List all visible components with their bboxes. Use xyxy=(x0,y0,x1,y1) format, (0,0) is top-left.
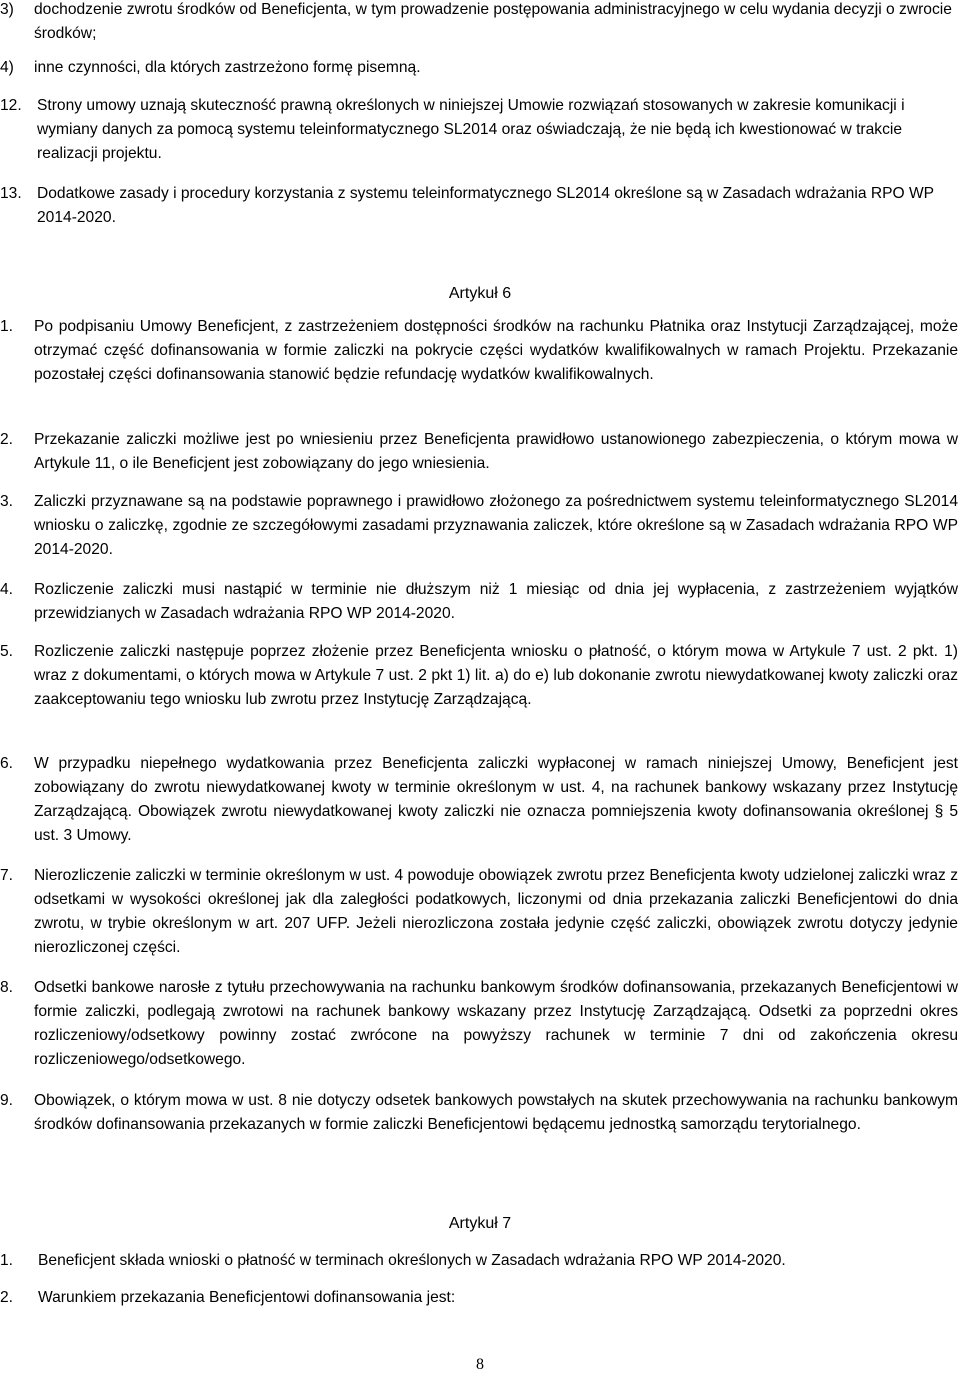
list-item xyxy=(0,976,958,1072)
list-item-number: 1. xyxy=(0,318,14,335)
list-item-number: 12. xyxy=(0,97,22,114)
list-item xyxy=(0,864,958,960)
list-item xyxy=(0,490,958,562)
list-item-number: 8. xyxy=(0,979,14,996)
list-item xyxy=(0,182,946,230)
list-item xyxy=(0,640,958,712)
list-item-text: Warunkiem przekazania Beneficjentowi dofinansowania jest: xyxy=(38,1289,456,1306)
list-item-text: Rozliczenie zaliczki następuje poprzez złożenie przez Beneficjenta wniosku o płatność, o którym mowa w Artykule 7 ust. 2 pkt. 1) wraz z dokumentami, o których mowa w Artykule 7 ust. 2 pkt 1) lit. a) do e) lub dokonanie zwrotu niewydatkowanej kwoty zaliczki oraz zaakceptowaniu tego wniosku lub zwrotu przez Instytucję Zarządzającą. xyxy=(34,643,958,708)
list-item-text: Przekazanie zaliczki możliwe jest po wniesieniu przez Beneficjenta prawidłowo ustanowionego zabezpieczenia, o którym mowa w Artykule 11, o ile Beneficjent jest zobowiązany do jego wniesienia. xyxy=(34,431,958,472)
list-item xyxy=(0,315,958,387)
list-item-text: Obowiązek, o którym mowa w ust. 8 nie dotyczy odsetek bankowych powstałych na skutek przechowywania na rachunku bankowym środków dofinansowania przekazanych w formie zaliczki Beneficjentowi będącemu jednostką samorządu terytorialnego. xyxy=(34,1092,958,1133)
page-number: 8 xyxy=(476,1356,484,1373)
article-7-heading: Artykuł 7 xyxy=(448,1215,512,1232)
list-item-text: Zaliczki przyznawane są na podstawie poprawnego i prawidłowo złożonego za pośrednictwem systemu teleinformatycznego SL2014 wniosku o zaliczkę, zgodnie ze szczegółowymi zasadami przyznawania zaliczek, które określone są w Zasadach wdrażania RPO WP 2014-2020. xyxy=(34,493,958,558)
list-item xyxy=(0,1089,958,1137)
list-item-text: Nierozliczenie zaliczki w terminie określonym w ust. 4 powoduje obowiązek zwrotu przez Beneficjenta kwoty udzielonej zaliczki wraz z odsetkami w wysokości określonej jak dla zaległości podatkowych, liczonymi od dnia przekazania zaliczki Beneficjentowi do dnia zwrotu, w trybie określonym w art. 207 UFP. Jeżeli nierozliczona została jedynie część zaliczki, obowiązek zwrotu dotyczy jedynie nierozliczonej części. xyxy=(34,867,958,956)
list-item xyxy=(0,0,958,46)
list-item-number: 4) xyxy=(0,59,14,76)
list-item-number: 7. xyxy=(0,867,14,884)
list-item-number: 5. xyxy=(0,643,14,660)
list-item xyxy=(0,428,958,476)
list-item xyxy=(0,578,958,626)
article-6-heading: Artykuł 6 xyxy=(448,285,512,302)
list-item-number: 1. xyxy=(0,1252,14,1269)
list-item-text: Beneficjent składa wnioski o płatność w terminach określonych w Zasadach wdrażania RPO WP 2014-2020. xyxy=(38,1252,786,1269)
list-item-number: 2. xyxy=(0,1289,14,1306)
list-item xyxy=(0,56,958,80)
list-item xyxy=(0,94,946,166)
list-item-number: 3) xyxy=(0,1,14,18)
list-item-number: 3. xyxy=(0,493,14,510)
list-item xyxy=(0,1286,958,1310)
list-item-text: Po podpisaniu Umowy Beneficjent, z zastrzeżeniem dostępności środków na rachunku Płatnika oraz Instytucji Zarządzającej, może otrzymać część dofinansowania w formie zaliczki na pokrycie części wydatków kwalifikowalnych w ramach Projektu. Przekazanie pozostałej części dofinansowania stanowić będzie refundację wydatków kwalifikowalnych. xyxy=(34,318,958,383)
list-item-number: 6. xyxy=(0,755,14,772)
list-item-number: 4. xyxy=(0,581,14,598)
list-item-number: 9. xyxy=(0,1092,14,1109)
list-item-text: Strony umowy uznają skuteczność prawną określonych w niniejszej Umowie rozwiązań stosowanych w zakresie komunikacji i wymiany danych za pomocą systemu teleinformatycznego SL2014 oraz oświadczają, że nie będą ich kwestionować w trakcie realizacji projektu. xyxy=(37,97,905,162)
list-item-text: W przypadku niepełnego wydatkowania przez Beneficjenta zaliczki wypłaconej w ramach niniejszej Umowy, Beneficjent jest zobowiązany do zwrotu niewydatkowanej kwoty w terminie określonym w ust. 4, na rachunek bankowy wskazany przez Instytucję Zarządzającą. Obowiązek zwrotu niewydatkowanej kwoty zaliczki nie oznacza pomniejszenia kwoty dofinansowania określonej § 5 ust. 3 Umowy. xyxy=(34,755,958,844)
list-item-number: 13. xyxy=(0,185,22,202)
list-item-text: Dodatkowe zasady i procedury korzystania z systemu teleinformatycznego SL2014 określone są w Zasadach wdrażania RPO WP 2014-2020. xyxy=(37,185,934,226)
list-item-text: Rozliczenie zaliczki musi nastąpić w terminie nie dłuższym niż 1 miesiąc od dnia jej wypłacenia, z zastrzeżeniem wyjątków przewidzianych w Zasadach wdrażania RPO WP 2014-2020. xyxy=(34,581,958,622)
list-item-text: Odsetki bankowe narosłe z tytułu przechowywania na rachunku bankowym środków dofinansowania, przekazanych Beneficjentowi w formie zaliczki, podlegają zwrotowi na rachunek bankowy wskazany przez Instytucję Zarządzającą. Odsetki za poprzedni okres rozliczeniowy/odsetkowy powinny zostać zwrócone na powyższy rachunek w terminie 7 dni od zakończenia okresu rozliczeniowego/odsetkowego. xyxy=(34,979,958,1068)
list-item-text: dochodzenie zwrotu środków od Beneficjenta, w tym prowadzenie postępowania administracyjnego w celu wydania decyzji o zwrocie środków; xyxy=(34,1,952,42)
list-item xyxy=(0,1249,958,1273)
list-item xyxy=(0,752,958,848)
list-item-text: inne czynności, dla których zastrzeżono formę pisemną. xyxy=(34,59,421,76)
list-item-number: 2. xyxy=(0,431,14,448)
